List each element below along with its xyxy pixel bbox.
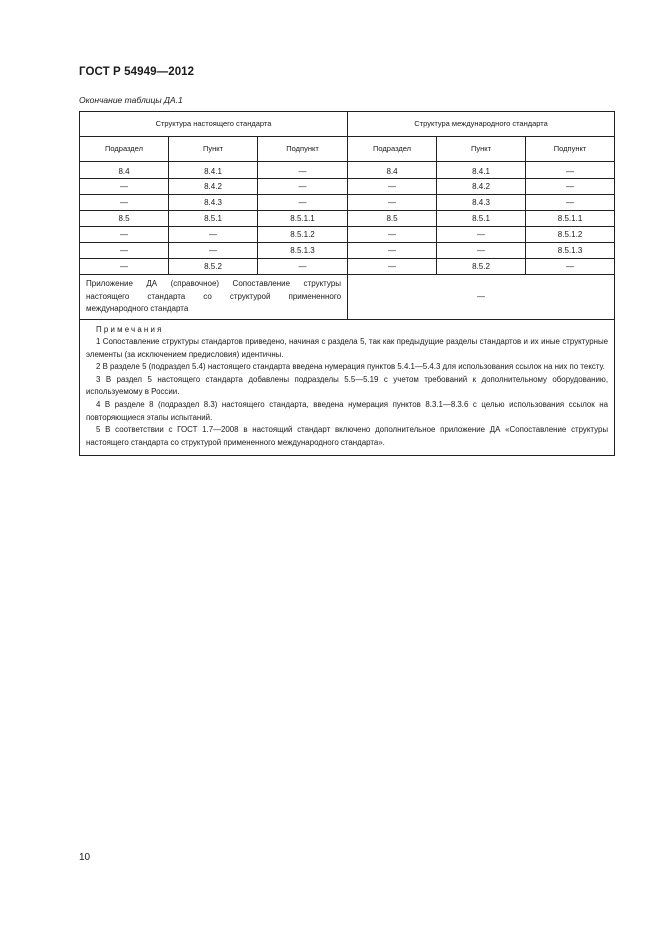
table-cell: — (348, 195, 437, 211)
table-cell: — (526, 259, 615, 275)
table-cell: — (258, 179, 348, 195)
table-cell: 8.5.1.3 (526, 243, 615, 259)
table-cell: 8.4.2 (437, 179, 526, 195)
table-row (80, 259, 615, 275)
appendix-row (80, 275, 615, 320)
table-row (80, 195, 615, 211)
table-cell: 8.4.3 (169, 195, 258, 211)
table-cell: — (80, 179, 169, 195)
note-item: 2 В разделе 5 (подраздел 5.4) настоящего стандарта введена нумерация пунктов 5.4.1—5.4.3 для использования ссылок на них по тексту. (96, 362, 605, 372)
group-header-row (80, 112, 615, 137)
notes-heading: Примечания (96, 324, 164, 334)
table-cell: — (526, 162, 615, 179)
column-header: Пункт (169, 137, 258, 162)
table-cell: — (169, 243, 258, 259)
table-row (80, 227, 615, 243)
table-caption: Окончание таблицы ДА.1 (79, 95, 183, 105)
column-header: Подраздел (80, 137, 169, 162)
column-header: Подраздел (348, 137, 437, 162)
table-cell: 8.5.1 (437, 211, 526, 227)
document-title: ГОСТ Р 54949—2012 (79, 66, 195, 78)
table-cell: — (80, 259, 169, 275)
table-cell: — (258, 259, 348, 275)
column-header: Подпункт (526, 137, 615, 162)
table-cell: — (348, 179, 437, 195)
table-cell: 8.4.1 (437, 162, 526, 179)
table-cell: 8.5 (80, 211, 169, 227)
table-cell: 8.5.2 (169, 259, 258, 275)
group-header-national: Структура настоящего стандарта (80, 112, 348, 137)
table-row (80, 243, 615, 259)
table-cell: — (348, 259, 437, 275)
note-item: 4 В разделе 8 (подраздел 8.3) настоящего стандарта, введена нумерация пунктов 8.3.1—8.3.6 с целью использования ссылок на повторяющиеся этапы испытаний. (86, 400, 609, 422)
note-item: 3 В раздел 5 настоящего стандарта добавлены подразделы 5.5—5.19 с учетом требований к дополнительному оборудованию, используемому в России. (86, 374, 609, 397)
table-cell: — (80, 243, 169, 259)
column-header-row (80, 137, 615, 162)
table-cell: 8.4.1 (169, 162, 258, 179)
table-cell: — (437, 227, 526, 243)
table-cell: 8.4.3 (437, 195, 526, 211)
table-cell: 8.4.2 (169, 179, 258, 195)
table-cell: 8.5.1.3 (258, 243, 348, 259)
table-cell: — (526, 179, 615, 195)
table-cell: — (80, 195, 169, 211)
note-item: 1 Сопоставление структуры стандартов приведено, начиная с раздела 5, так как предыдущие разделы стандартов и их иные структурные элементы (за исключением предисловия) идентичны. (86, 337, 609, 359)
table-cell: — (169, 227, 258, 243)
table-cell: 8.5.2 (437, 259, 526, 275)
appendix-description: Приложение ДА (справочное) Сопоставление структуры настоящего стандарта со структурой примененного международного стандарта (80, 275, 348, 320)
group-header-international: Структура международного стандарта (348, 112, 615, 137)
table-cell: — (348, 243, 437, 259)
table-cell: — (526, 195, 615, 211)
notes-row (80, 319, 615, 456)
appendix-international-value: — (348, 275, 615, 320)
table-cell: 8.5 (348, 211, 437, 227)
column-header: Пункт (437, 137, 526, 162)
table-cell: 8.4 (348, 162, 437, 179)
notes-cell (80, 319, 615, 456)
table-cell: — (437, 243, 526, 259)
note-item: 5 В соответствии с ГОСТ 1.7—2008 в настоящий стандарт включено дополнительное приложение ДА «Сопоставление структуры настоящего стандарта со структурой примененного международного стандарта». (86, 425, 609, 447)
column-header: Подпункт (258, 137, 348, 162)
table-cell: 8.5.1.1 (258, 211, 348, 227)
table-cell: — (80, 227, 169, 243)
page-number: 10 (79, 852, 91, 863)
table-cell: 8.5.1.2 (526, 227, 615, 243)
table-cell: — (348, 227, 437, 243)
structure-comparison-table (79, 111, 615, 456)
table-row (80, 211, 615, 227)
table-cell: — (258, 162, 348, 179)
table-row (80, 162, 615, 179)
table-cell: 8.4 (80, 162, 169, 179)
table-cell: 8.5.1.1 (526, 211, 615, 227)
table-cell: — (258, 195, 348, 211)
table-cell: 8.5.1 (169, 211, 258, 227)
table-cell: 8.5.1.2 (258, 227, 348, 243)
table-row (80, 179, 615, 195)
